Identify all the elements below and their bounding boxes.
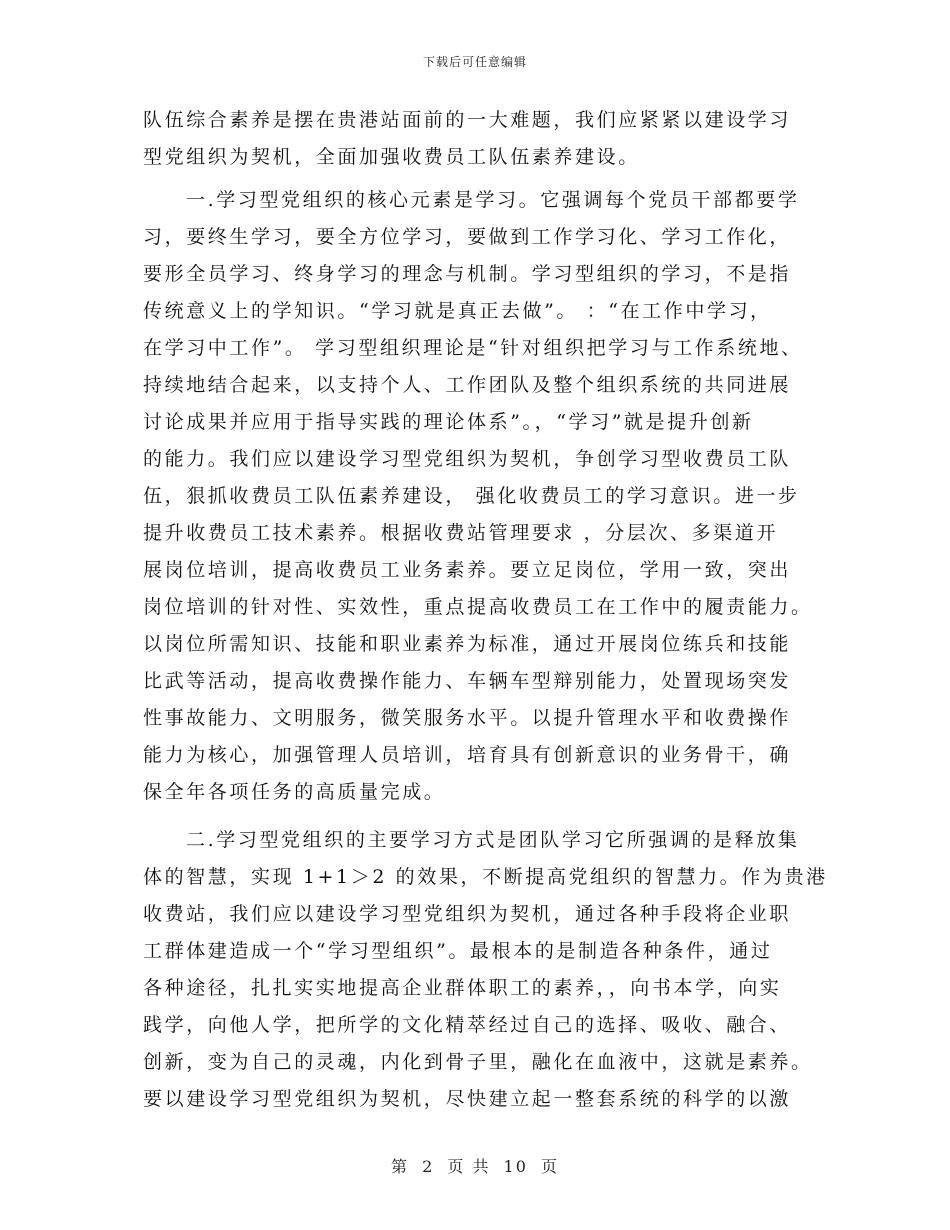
body-line: 习，要终生学习，要全方位学习，要做到工作学习化、学习工作化，: [143, 226, 792, 248]
page-footer: [0, 1154, 950, 1177]
body-line: 性事故能力、文明服务，微笑服务水平。以提升管理水平和收费操作: [143, 707, 792, 729]
body-line: 践学，向他人学，把所学的文化精萃经过自己的选择、吸收、融合、: [143, 1014, 792, 1036]
footer-middle: 页 共: [447, 1157, 491, 1176]
body-line: 队伍综合素养是摆在贵港站面前的一大难题，我们应紧紧以建设学习: [143, 109, 792, 131]
body-line: 要形全员学习、终身学习的理念与机制。学习型组织的学习，不是指: [143, 263, 792, 285]
footer-prefix: 第: [390, 1157, 409, 1176]
paragraph-2-heading-line: 二.学习型党组织的主要学习方式是团队学习它所强调的是释放集: [186, 829, 800, 851]
body-line: 型党组织为契机，全面加强收费员工队伍素养建设。: [143, 146, 640, 168]
body-line: 持续地结合起来，以支持个人、工作团队及整个组织系统的共同进展: [143, 374, 792, 396]
body-line: 在学习中工作”。 学习型组织理论是“针对组织把学习与工作系统地、: [143, 337, 803, 359]
page-header: 下载后可任意编辑: [422, 55, 527, 69]
total-page-count: 10: [503, 1157, 528, 1176]
body-line: 展岗位培训，提高收费员工业务素养。要立足岗位，学用一致，突出: [143, 559, 792, 581]
body-line: 创新，变为自己的灵魂，内化到骨子里，融化在血液中，这就是素养。: [143, 1051, 813, 1073]
body-line: 讨论成果并应用于指导实践的理论体系”。，“学习”就是提升创新: [143, 411, 754, 433]
body-line: 工群体建造成一个“学习型组织”。最根本的是制造各种条件，通过: [143, 940, 773, 962]
body-line: 体的智慧，实现 1+1＞2 的效果，不断提高党组织的智慧力。作为贵港: [143, 866, 828, 888]
body-line: 比武等活动，提高收费操作能力、车辆车型辩别能力，处置现场突发: [143, 670, 792, 692]
body-line: 提升收费员工技术素养。根据收费站管理要求 ，分层次、多渠道开: [143, 522, 779, 544]
body-line: 要以建设学习型党组织为契机，尽快建立起一整套系统的科学的以激: [143, 1088, 792, 1110]
footer-suffix: 页: [541, 1157, 560, 1176]
paragraph-1-heading-line: 一.学习型党组织的核心元素是学习。它强调每个党员干部都要学: [186, 189, 800, 211]
body-line: 传统意义上的学知识。“学习就是真正去做”。 ：“在工作中学习，: [143, 300, 772, 322]
body-line: 保全年各项任务的高质量完成。: [143, 781, 446, 803]
body-line: 的能力。我们应以建设学习型党组织为契机，争创学习型收费员工队: [143, 448, 792, 470]
body-line: 伍，狠抓收费员工队伍素养建设， 强化收费员工的学习意识。进一步: [143, 485, 800, 507]
body-line: 各种途径，扎扎实实地提高企业群体职工的素养，，向书本学，向实: [143, 977, 782, 999]
body-line: 以岗位所需知识、技能和职业素养为标准，通过开展岗位练兵和技能: [143, 633, 792, 655]
body-line: 收费站，我们应以建设学习型党组织为契机，通过各种手段将企业职: [143, 903, 792, 925]
body-line: 能力为核心，加强管理人员培训，培育具有创新意识的业务骨干，确: [143, 744, 792, 766]
current-page-number: 2: [422, 1157, 435, 1176]
body-line: 岗位培训的针对性、实效性，重点提高收费员工在工作中的履责能力。: [143, 596, 813, 618]
